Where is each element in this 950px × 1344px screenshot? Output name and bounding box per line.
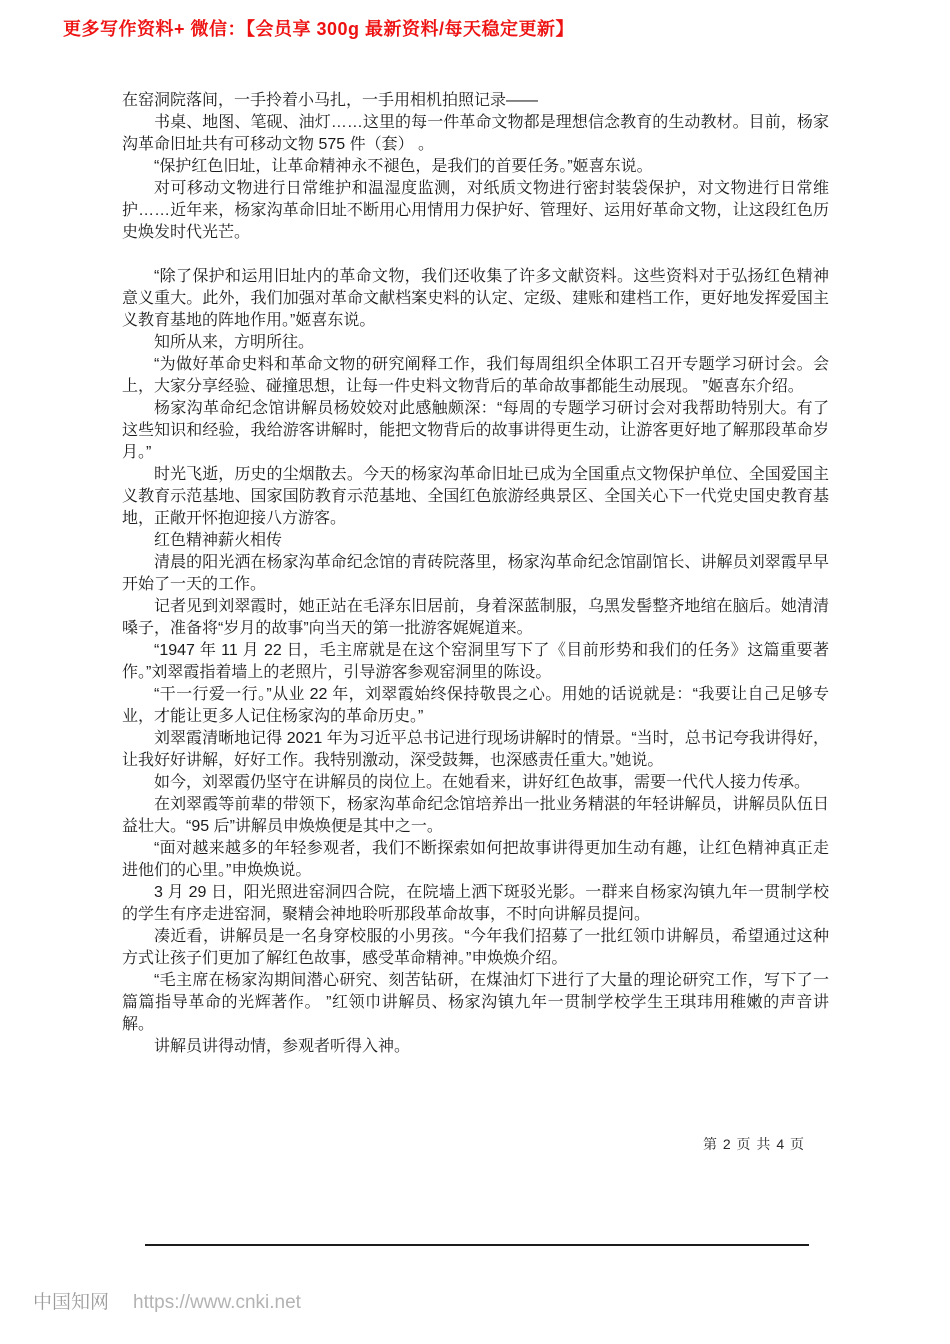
paragraph: “除了保护和运用旧址内的革命文物，我们还收集了许多文献资料。这些资料对于弘扬红色精神意义重大。此外，我们加强对革命文献档案史料的认定、定级、建账和建档工作，更好地发挥爱国主义教育基地的阵地作用。”姬喜东说。 <box>122 268 829 329</box>
paragraph: “毛主席在杨家沟期间潜心研究、刻苦钻研，在煤油灯下进行了大量的理论研究工作，写下了一篇篇指导革命的光辉著作。 ”红领巾讲解员、杨家沟镇九年一贯制学校学生王琪玮用稚嫩的声音讲解。 <box>122 972 829 1033</box>
paragraph: 书桌、地图、笔砚、油灯……这里的每一件革命文物都是理想信念教育的生动教材。目前，杨家沟革命旧址共有可移动文物 575 件（套） 。 <box>122 114 829 153</box>
paragraph: 红色精神薪火相传 <box>154 532 283 549</box>
cnki-logo-text: 中国知网 <box>33 1292 110 1313</box>
paragraph: 在刘翠霞等前辈的带领下，杨家沟革命纪念馆培养出一批业务精湛的年轻讲解员，讲解员队伍日益壮大。“95 后”讲解员申焕焕便是其中之一。 <box>122 796 829 835</box>
paragraph: “保护红色旧址，让革命精神永不褪色，是我们的首要任务。”姬喜东说。 <box>154 158 653 175</box>
paragraph: 知所从来，方明所往。 <box>154 334 315 351</box>
paragraph: “面对越来越多的年轻参观者，我们不断探索如何把故事讲得更加生动有趣，让红色精神真正走进他们的心里。”申焕焕说。 <box>122 840 829 879</box>
paragraph: 清晨的阳光洒在杨家沟革命纪念馆的青砖院落里，杨家沟革命纪念馆副馆长、讲解员刘翠霞早早开始了一天的工作。 <box>122 554 829 593</box>
cnki-watermark <box>33 1287 301 1314</box>
promo-banner: 更多写作资料+ 微信：【会员享 300g 最新资料/每天稳定更新】 <box>63 19 575 39</box>
paragraph: 记者见到刘翠霞时，她正站在毛泽东旧居前，身着深蓝制服，乌黑发髻整齐地绾在脑后。她清清嗓子，准备将“岁月的故事”向当天的第一批游客娓娓道来。 <box>122 598 829 637</box>
paragraph: 刘翠霞清晰地记得 2021 年为习近平总书记进行现场讲解时的情景。“当时，总书记夸我讲得好，让我好好讲解，好好工作。我特别激动，深受鼓舞，也深感责任重大。”她说。 <box>122 730 829 769</box>
footer-divider-line <box>145 1244 809 1246</box>
paragraph: 如今，刘翠霞仍坚守在讲解员的岗位上。在她看来，讲好红色故事，需要一代代人接力传承。 <box>154 774 811 791</box>
paragraph: 3 月 29 日，阳光照进窑洞四合院，在院墙上洒下斑驳光影。一群来自杨家沟镇九年一贯制学校的学生有序走进窑洞，聚精会神地聆听那段革命故事，不时向讲解员提问。 <box>122 884 829 923</box>
page-indicator: 第 2 页 共 4 页 <box>702 1136 805 1152</box>
paragraph: “干一行爱一行。”从业 22 年，刘翠霞始终保持敬畏之心。用她的话说就是：“我要让自己足够专业，才能让更多人记住杨家沟的革命历史。” <box>122 686 829 725</box>
paragraph: 讲解员讲得动情，参观者听得入神。 <box>154 1038 411 1055</box>
cnki-url: https://www.cnki.net <box>133 1292 301 1313</box>
paragraph: 在窑洞院落间，一手拎着小马扎，一手用相机拍照记录—— <box>122 92 539 109</box>
paragraph: “1947 年 11 月 22 日，毛主席就是在这个窑洞里写下了《目前形势和我们的任务》这篇重要著作。”刘翠霞指着墙上的老照片，引导游客参观窑洞里的陈设。 <box>122 642 829 681</box>
paragraph: 杨家沟革命纪念馆讲解员杨姣姣对此感触颇深：“每周的专题学习研讨会对我帮助特别大。有了这些知识和经验，我给游客讲解时，能把文物背后的故事讲得更生动，让游客更好地了解那段革命岁月。” <box>122 400 829 461</box>
paragraph: 对可移动文物进行日常维护和温湿度监测，对纸质文物进行密封装袋保护，对文物进行日常维护……近年来，杨家沟革命旧址不断用心用情用力保护好、管理好、运用好革命文物，让这段红色历史焕发时代光芒。 <box>122 180 829 241</box>
paragraph: 凑近看，讲解员是一名身穿校服的小男孩。“今年我们招募了一批红领巾讲解员，希望通过这种方式让孩子们更加了解红色故事，感受革命精神。”申焕焕介绍。 <box>122 928 829 967</box>
paragraph: 时光飞逝，历史的尘烟散去。今天的杨家沟革命旧址已成为全国重点文物保护单位、全国爱国主义教育示范基地、国家国防教育示范基地、全国红色旅游经典景区、全国关心下一代党史国史教育基地，正敞开怀抱迎接八方游客。 <box>122 466 829 527</box>
paragraph: “为做好革命史料和革命文物的研究阐释工作，我们每周组织全体职工召开专题学习研讨会。会上，大家分享经验、碰撞思想，让每一件史料文物背后的革命故事都能生动展现。 ”姬喜东介绍。 <box>122 356 829 395</box>
document-body <box>122 90 829 1058</box>
